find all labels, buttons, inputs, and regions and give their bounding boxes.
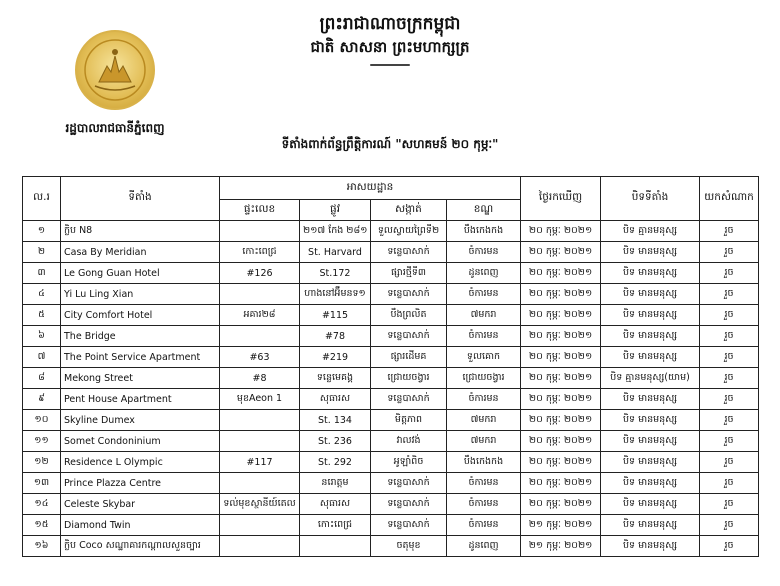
- location-name: ក្លិប N8: [61, 221, 220, 242]
- sample-status: រួច: [700, 305, 759, 326]
- sample-status: រួច: [700, 326, 759, 347]
- street-name: សុធារស: [300, 494, 371, 515]
- khan-name: បឹងកេងកង: [447, 221, 521, 242]
- discovery-date: ២០ កុម្ភៈ ២០២១: [521, 305, 601, 326]
- sample-status: រួច: [700, 494, 759, 515]
- closure-status: បិទ មានមនុស្ស: [601, 347, 700, 368]
- table-row: [23, 221, 759, 242]
- khan-name: ចំការមន: [447, 494, 521, 515]
- khan-name: ចំការមន: [447, 284, 521, 305]
- row-number: ១៥: [23, 515, 61, 536]
- row-number: ១១: [23, 431, 61, 452]
- khan-name: ដូនពេញ: [447, 536, 521, 557]
- header-location: ទីតាំង: [61, 177, 220, 221]
- khan-name: បឹងកេងកង: [447, 452, 521, 473]
- house-number: [220, 536, 300, 557]
- table-row: [23, 305, 759, 326]
- khan-name: ៧មករា: [447, 305, 521, 326]
- sample-status: រួច: [700, 410, 759, 431]
- table-row: [23, 347, 759, 368]
- street-name: #219: [300, 347, 371, 368]
- closure-status: បិទ គ្មានមនុស្ស: [601, 221, 700, 242]
- header-date: ថ្ងៃរកឃើញ: [521, 177, 601, 221]
- location-name: Prince Plazza Centre: [61, 473, 220, 494]
- khan-name: ដូនពេញ: [447, 263, 521, 284]
- house-number: [220, 410, 300, 431]
- street-name: ២១៧ កែង ២៨១: [300, 221, 371, 242]
- house-number: កោះពេជ្រ: [220, 242, 300, 263]
- house-number: [220, 221, 300, 242]
- discovery-date: ២០ កុម្ភៈ ២០២១: [521, 410, 601, 431]
- discovery-date: ២០ កុម្ភៈ ២០២១: [521, 368, 601, 389]
- street-name: St. Harvard: [300, 242, 371, 263]
- table-row: [23, 431, 759, 452]
- discovery-date: ២០ កុម្ភៈ ២០២១: [521, 473, 601, 494]
- closure-status: បិទ មានមនុស្ស: [601, 305, 700, 326]
- street-name: កោះពេជ្រ: [300, 515, 371, 536]
- sample-status: រួច: [700, 431, 759, 452]
- street-name: #78: [300, 326, 371, 347]
- discovery-date: ២០ កុម្ភៈ ២០២១: [521, 389, 601, 410]
- row-number: ៧: [23, 347, 61, 368]
- ornament-divider: [370, 64, 410, 66]
- location-name: City Comfort Hotel: [61, 305, 220, 326]
- street-name: ទន្លេមេគង្គ: [300, 368, 371, 389]
- house-number: មុខAeon 1: [220, 389, 300, 410]
- khan-name: ជ្រោយចង្វារ: [447, 368, 521, 389]
- header-center: [230, 12, 550, 66]
- sample-status: រួច: [700, 347, 759, 368]
- table-row: [23, 452, 759, 473]
- location-name: Somet Condoninium: [61, 431, 220, 452]
- closure-status: បិទ មានមនុស្ស: [601, 242, 700, 263]
- row-number: ១៤: [23, 494, 61, 515]
- sangkat-name: ទន្លេបាសាក់: [371, 326, 447, 347]
- table-row: [23, 473, 759, 494]
- header-street: ផ្លូវ: [300, 200, 371, 221]
- table-row: [23, 284, 759, 305]
- discovery-date: ២០ កុម្ភៈ ២០២១: [521, 452, 601, 473]
- location-name: Yi Lu Ling Xian: [61, 284, 220, 305]
- city-emblem-logo: [75, 30, 155, 110]
- discovery-date: ២០ កុម្ភៈ ២០២១: [521, 284, 601, 305]
- house-number: #8: [220, 368, 300, 389]
- row-number: ១២: [23, 452, 61, 473]
- location-name: Pent House Apartment: [61, 389, 220, 410]
- sangkat-name: ផ្សារថ្មីទី៣: [371, 263, 447, 284]
- organization-name: រដ្ឋបាលរាជធានីភ្នំពេញ: [65, 121, 165, 135]
- header-sangkat: សង្កាត់: [371, 200, 447, 221]
- discovery-date: ២០ កុម្ភៈ ២០២១: [521, 347, 601, 368]
- sangkat-name: មិត្តភាព: [371, 410, 447, 431]
- discovery-date: ២០ កុម្ភៈ ២០២១: [521, 263, 601, 284]
- header-khan: ខណ្ឌ: [447, 200, 521, 221]
- location-name: Casa By Meridian: [61, 242, 220, 263]
- location-name: ក្លិប Coco សណ្ឋាគារកណ្ដាលសួនច្បារ: [61, 536, 220, 557]
- sample-status: រួច: [700, 221, 759, 242]
- house-number: [220, 326, 300, 347]
- location-name: Skyline Dumex: [61, 410, 220, 431]
- sangkat-name: វាលវង់: [371, 431, 447, 452]
- street-name: St.172: [300, 263, 371, 284]
- street-name: St. 134: [300, 410, 371, 431]
- header-house-no: ផ្ទះលេខ: [220, 200, 300, 221]
- sangkat-name: ទន្លេបាសាក់: [371, 389, 447, 410]
- house-number: [220, 473, 300, 494]
- row-number: ១៣: [23, 473, 61, 494]
- discovery-date: ២០ កុម្ភៈ ២០២១: [521, 242, 601, 263]
- discovery-date: ២០ កុម្ភៈ ២០២១: [521, 326, 601, 347]
- closure-status: បិទ មានមនុស្ស: [601, 473, 700, 494]
- row-number: ៦: [23, 326, 61, 347]
- table-row: [23, 536, 759, 557]
- closure-status: បិទ មានមនុស្ស: [601, 263, 700, 284]
- sangkat-name: បឹងព្រលិត: [371, 305, 447, 326]
- location-name: The Bridge: [61, 326, 220, 347]
- table-row: [23, 515, 759, 536]
- row-number: ៣: [23, 263, 61, 284]
- table-row: [23, 410, 759, 431]
- sample-status: រួច: [700, 389, 759, 410]
- row-number: ១៦: [23, 536, 61, 557]
- row-number: ៤: [23, 284, 61, 305]
- location-name: Residence L Olympic: [61, 452, 220, 473]
- header-sample: យកសំណាក: [700, 177, 759, 221]
- street-name: ហាងនៅអ៊ឹមនទ១: [300, 284, 371, 305]
- closure-status: បិទ គ្មានមនុស្ស(យាម): [601, 368, 700, 389]
- sample-status: រួច: [700, 536, 759, 557]
- closure-status: បិទ មានមនុស្ស: [601, 536, 700, 557]
- sangkat-name: ទួលស្វាយព្រៃទី២: [371, 221, 447, 242]
- table-row: [23, 494, 759, 515]
- row-number: ១០: [23, 410, 61, 431]
- discovery-date: ២១ កុម្ភៈ ២០២១: [521, 536, 601, 557]
- sample-status: រួច: [700, 242, 759, 263]
- house-number: អគារ២៨: [220, 305, 300, 326]
- location-name: Le Gong Guan Hotel: [61, 263, 220, 284]
- row-number: ១: [23, 221, 61, 242]
- sample-status: រួច: [700, 452, 759, 473]
- closure-status: បិទ មានមនុស្ស: [601, 494, 700, 515]
- sangkat-name: ទន្លេបាសាក់: [371, 473, 447, 494]
- khan-name: ចំការមន: [447, 242, 521, 263]
- sangkat-name: ជ្រោយចង្វារ: [371, 368, 447, 389]
- closure-status: បិទ មានមនុស្ស: [601, 431, 700, 452]
- row-number: ២: [23, 242, 61, 263]
- house-number: #117: [220, 452, 300, 473]
- table-row: [23, 263, 759, 284]
- table-row: [23, 326, 759, 347]
- table-row: [23, 368, 759, 389]
- discovery-date: ២០ កុម្ភៈ ២០២១: [521, 221, 601, 242]
- street-name: នរោត្តម: [300, 473, 371, 494]
- sangkat-name: ទន្លេបាសាក់: [371, 515, 447, 536]
- street-name: [300, 536, 371, 557]
- closure-status: បិទ មានមនុស្ស: [601, 452, 700, 473]
- khan-name: ចំការមន: [447, 515, 521, 536]
- sample-status: រួច: [700, 368, 759, 389]
- closure-status: បិទ មានមនុស្ស: [601, 389, 700, 410]
- khan-name: ៧មករា: [447, 410, 521, 431]
- house-number: [220, 515, 300, 536]
- khan-name: ចំការមន: [447, 389, 521, 410]
- sangkat-name: អូឡាំពិច: [371, 452, 447, 473]
- house-number: #63: [220, 347, 300, 368]
- house-number: [220, 284, 300, 305]
- khan-name: ៧មករា: [447, 431, 521, 452]
- house-number: #126: [220, 263, 300, 284]
- locations-table: [22, 176, 759, 557]
- row-number: ៥: [23, 305, 61, 326]
- khan-name: ចំការមន: [447, 473, 521, 494]
- location-name: Mekong Street: [61, 368, 220, 389]
- house-number: [220, 431, 300, 452]
- closure-status: បិទ មានមនុស្ស: [601, 326, 700, 347]
- header-left: [40, 30, 190, 138]
- location-name: Celeste Skybar: [61, 494, 220, 515]
- discovery-date: ២០ កុម្ភៈ ២០២១: [521, 494, 601, 515]
- table-row: [23, 242, 759, 263]
- street-name: សុធារស: [300, 389, 371, 410]
- sample-status: រួច: [700, 284, 759, 305]
- header-no: ល.រ: [23, 177, 61, 221]
- street-name: St. 292: [300, 452, 371, 473]
- row-number: ៩: [23, 389, 61, 410]
- sangkat-name: ទន្លេបាសាក់: [371, 494, 447, 515]
- discovery-date: ២១ កុម្ភៈ ២០២១: [521, 515, 601, 536]
- table-row: [23, 389, 759, 410]
- sample-status: រួច: [700, 263, 759, 284]
- closure-status: បិទ មានមនុស្ស: [601, 410, 700, 431]
- closure-status: បិទ មានមនុស្ស: [601, 515, 700, 536]
- sangkat-name: ចតុមុខ: [371, 536, 447, 557]
- khan-name: ទួលគោក: [447, 347, 521, 368]
- sangkat-name: ផ្សារដើមគ: [371, 347, 447, 368]
- location-name: The Point Service Apartment: [61, 347, 220, 368]
- street-name: #115: [300, 305, 371, 326]
- kingdom-heading: ព្រះរាជាណាចក្រកម្ពុជា: [319, 14, 461, 34]
- khan-name: ចំការមន: [447, 326, 521, 347]
- national-motto: ជាតិ សាសនា ព្រះមហាក្សត្រ: [310, 38, 470, 56]
- header-closure: បិទទីតាំង: [601, 177, 700, 221]
- sample-status: រួច: [700, 473, 759, 494]
- closure-status: បិទ មានមនុស្ស: [601, 284, 700, 305]
- discovery-date: ២០ កុម្ភៈ ២០២១: [521, 431, 601, 452]
- document-title: ទីតាំងពាក់ព័ន្ធព្រឹត្តិការណ៍ "សហគមន៍ ២០ កុម្ភៈ": [281, 137, 499, 151]
- street-name: St. 236: [300, 431, 371, 452]
- sample-status: រួច: [700, 515, 759, 536]
- row-number: ៨: [23, 368, 61, 389]
- house-number: ទល់មុខស្ថានីយ៍តេល: [220, 494, 300, 515]
- sangkat-name: ទន្លេបាសាក់: [371, 284, 447, 305]
- table-body: [23, 221, 759, 557]
- location-name: Diamond Twin: [61, 515, 220, 536]
- sangkat-name: ទន្លេបាសាក់: [371, 242, 447, 263]
- header-address: អាសយដ្ឋាន: [220, 177, 521, 200]
